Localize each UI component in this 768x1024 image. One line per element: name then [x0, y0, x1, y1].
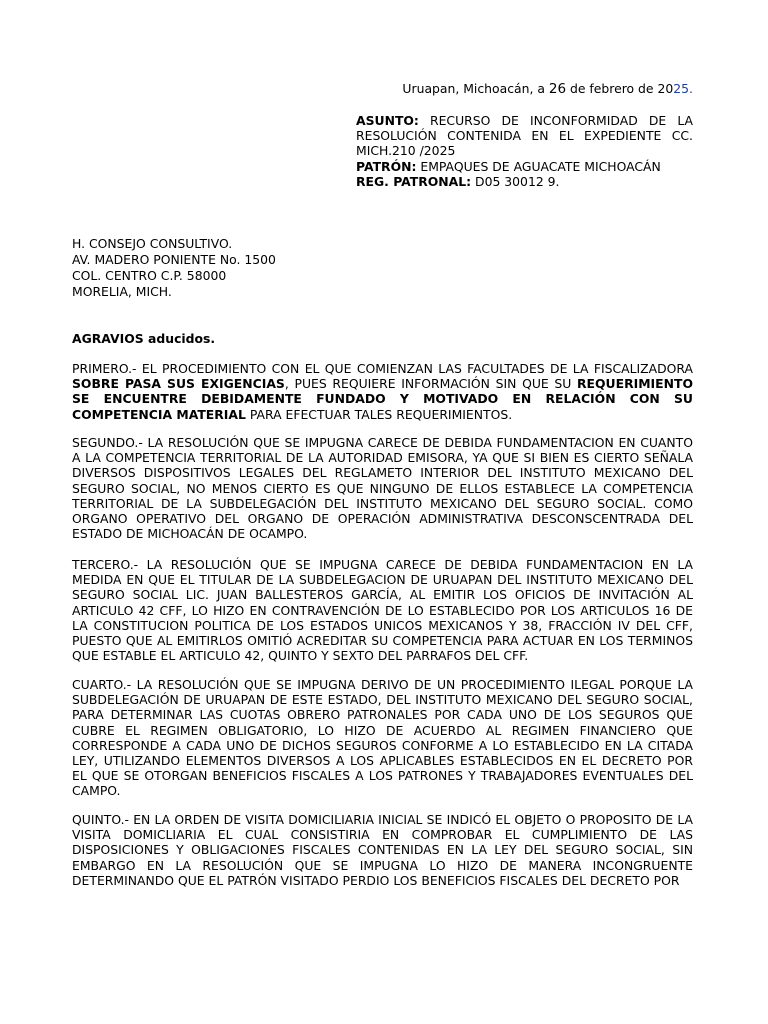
primero-text-a: PRIMERO.- EL PROCEDIMIENTO CON EL QUE COMIENZAN LAS FACULTADES DE LA FISCALIZADORA: [72, 361, 693, 376]
patron-line: [356, 159, 693, 174]
date-day: 26: [548, 81, 567, 97]
date-line: [402, 81, 693, 97]
patron-label: PATRÓN:: [356, 158, 417, 174]
asunto-line: [356, 113, 693, 158]
primero-text-c: , PUES REQUIERE INFORMACIÓN SIN QUE SU: [284, 376, 577, 392]
addressee-line: COL. CENTRO C.P. 58000: [72, 268, 227, 283]
asunto-text: RECURSO DE INCONFORMIDAD DE LA RESOLUCIÓN CONTENIDA EN EL EXPEDIENTE CC. MICH.210 /2025: [356, 113, 693, 159]
addressee-line: MORELIA, MICH.: [72, 284, 172, 299]
addressee-block: [72, 236, 276, 300]
section-title-text: AGRAVIOS aducidos.: [72, 331, 216, 346]
reg-patronal-text: D05 30012 9.: [471, 173, 560, 189]
date-middle: de febrero de: [566, 81, 658, 96]
paragraph-cuarto: CUARTO.- LA RESOLUCIÓN QUE SE IMPUGNA DERIVO DE UN PROCEDIMIENTO ILEGAL PORQUE LA SUBDELEGACIÓN DE URUAPAN DE ESTE ESTADO, DEL INSTITUTO MEXICANO DEL SEGURO SOCIAL, PARA DETERMINAR LAS CUOTAS OBRERO PATRONALES POR CADA UNO DE LOS SEGUROS QUE CUBRE EL REGIMEN OBLIGATORIO, LO HIZO DE ACUERDO AL REGIMEN FINANCIERO QUE CORRESPONDE A CADA UNO DE DICHOS SEGUROS CONFORME A LO ESTABLECIDO EN LA CITADA LEY, UTILIZANDO ELEMENTOS DIVERSOS A LOS APLICABLES ESTABLECIDOS EN EL DECRETO POR EL QUE SE OTORGAN BENEFICIOS FISCALES A LOS PATRONES Y TRABAJADORES EVENTUALES DEL CAMPO.: [72, 677, 693, 799]
reg-patronal-label: REG. PATRONAL:: [356, 173, 472, 189]
date-year-b: 25: [673, 81, 690, 96]
section-title: [72, 331, 693, 346]
paragraph-tercero: TERCERO.- LA RESOLUCIÓN QUE SE IMPUGNA CARECE DE DEBIDA FUNDAMENTACION EN LA MEDIDA EN QUE EL TITULAR DE LA SUBDELEGACION DE URUAPAN DEL INSTITUTO MEXICANO DEL SEGURO SOCIAL LIC. JUAN BALLESTEROS GARCÍA, AL EMITIR LOS OFICIOS DE INVITACIÓN AL ARTICULO 42 CFF, LO HIZO EN CONTRAVENCIÓN DE LO ESTABLECIDO POR LOS ARTICULOS 16 DE LA CONSTITUCION POLITICA DE LOS ESTADOS UNICOS MEXICANOS Y 38, FRACCIÓN IV DEL CFF, PUESTO QUE AL EMITIRLOS OMITIÓ ACREDITAR SU COMPETENCIA PARA ACTUAR EN LOS TERMINOS QUE ESTABLE EL ARTICULO 42, QUINTO Y SEXTO DEL PARRAFOS DEL CFF.: [72, 557, 693, 664]
date-prefix: Uruapan, Michoacán, a: [402, 81, 549, 96]
patron-text: EMPAQUES DE AGUACATE MICHOACÁN: [416, 158, 661, 174]
reg-patronal-line: [356, 174, 693, 189]
asunto-label: ASUNTO:: [356, 113, 419, 128]
primero-bold-d: REQUERIMIENTO SE ENCUENTRE DEBIDAMENTE FUNDADO Y MOTIVADO EN RELACIÓN CON SU COMPETENCIA MATERIAL: [72, 376, 693, 422]
paragraph-quinto: QUINTO.- EN LA ORDEN DE VISITA DOMICILIARIA INICIAL SE INDICÓ EL OBJETO O PROPOSITO DE LA VISITA DOMICLIARIA EL CUAL CONSISTIRIA EN COMPROBAR EL CUMPLIMIENTO DE LAS DISPOSICIONES Y OBLIGACIONES FISCALES CONTENIDAS EN LA LEY DEL SEGURO SOCIAL, SIN EMBARGO EN LA RESOLUCIÓN QUE SE IMPUGNA LO HIZO DE MANERA INCONGRUENTE DETERMINANDO QUE EL PATRÓN VISITADO PERDIO LOS BENEFICIOS FISCALES DEL DECRETO POR: [72, 812, 693, 888]
primero-bold-b: SOBRE PASA SUS EXIGENCIAS: [72, 376, 285, 392]
addressee-line: AV. MADERO PONIENTE No. 1500: [72, 252, 276, 267]
date-year-a: 20: [657, 81, 674, 96]
paragraph-primero: [72, 361, 693, 422]
primero-text-e: PARA EFECTUAR TALES REQUERIMIENTOS.: [245, 406, 513, 422]
paragraph-segundo: SEGUNDO.- LA RESOLUCIÓN QUE SE IMPUGNA CARECE DE DEBIDA FUNDAMENTACION EN CUANTO A LA COMPETENCIA TERRITORIAL DE LA AUTORIDAD EMISORA, YA QUE SI BIEN ES CIERTO SEÑALA DIVERSOS DISPOSITIVOS LEGALES DEL REGLAMETO INTERIOR DEL INSTITUTO MEXICANO DEL SEGURO SOCIAL, NO MENOS CIERTO ES QUE NINGUNO DE ELLOS ESTABLECE LA COMPETENCIA TERRITORIAL DE LA SUBDELEGACIÓN DEL INSTITUTO MEXICANO DEL SEGURO SOCIAL. COMO ORGANO OPERATIVO DEL ORGANO DE OPERACIÓN ADMINISTRATIVA DESCONSCENTRADA DEL ESTADO DE MICHOACÁN DE OCAMPO.: [72, 435, 693, 542]
addressee-line: H. CONSEJO CONSULTIVO.: [72, 236, 233, 251]
subject-block: [356, 113, 693, 189]
date-suffix: .: [689, 81, 693, 96]
